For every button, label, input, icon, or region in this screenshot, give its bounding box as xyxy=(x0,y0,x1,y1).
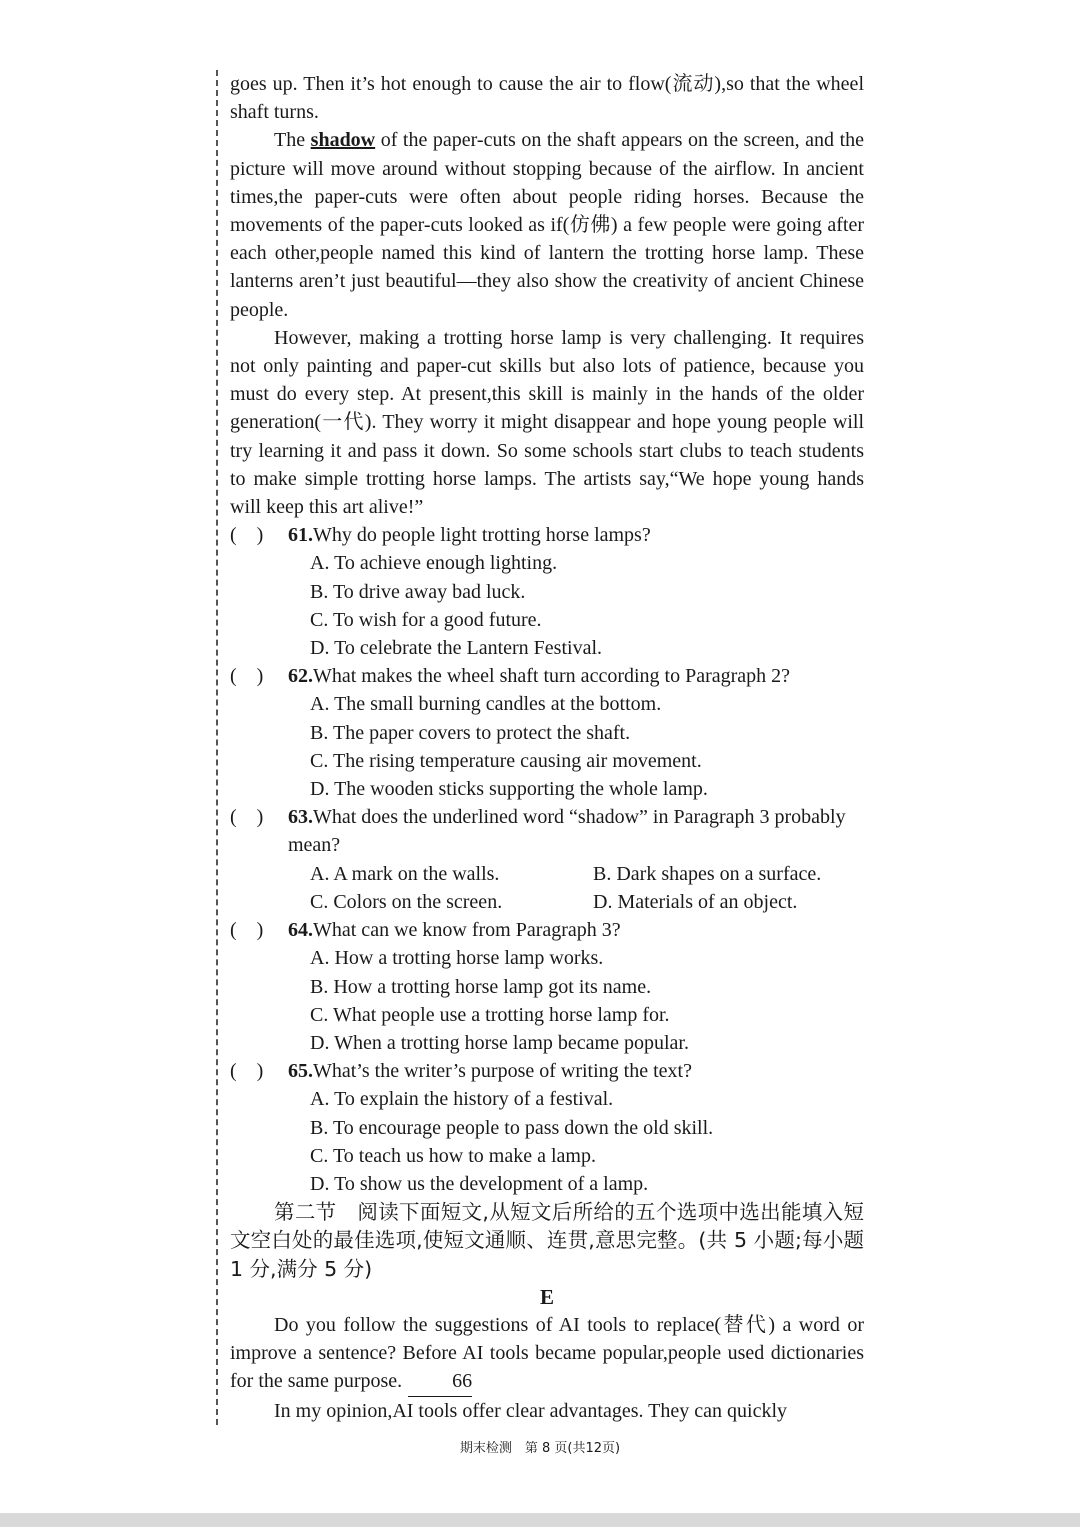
passage-e-paragraph-2: In my opinion,AI tools offer clear advantages. They can quickly xyxy=(274,1399,787,1422)
question-stem: What makes the wheel shaft turn according to Paragraph 2? xyxy=(313,665,791,688)
option-d: D. When a trotting horse lamp became popular. xyxy=(310,1031,689,1054)
answer-bracket[interactable]: ( ) xyxy=(230,665,264,688)
underlined-word-shadow: shadow xyxy=(310,129,376,152)
option-d: D. Materials of an object. xyxy=(593,890,798,913)
question-62 xyxy=(230,662,864,803)
option-d: D. The wooden sticks supporting the whole lamp. xyxy=(310,778,708,801)
binding-margin-line xyxy=(216,70,218,1425)
option-c: C. Colors on the screen. xyxy=(310,890,503,913)
section-2-instructions: 第二节 阅读下面短文,从短文后所给的五个选项中选出能填入短文空白处的最佳选项,使短文通顺、连贯,意思完整。(共 5 小题;每小题 1 分,满分 5 分) xyxy=(230,1200,864,1281)
option-d: D. To show us the development of a lamp. xyxy=(310,1172,649,1195)
option-c: C. To wish for a good future. xyxy=(310,608,542,631)
passage-e-label: E xyxy=(539,1284,554,1309)
passage-paragraph-c: However, making a trotting horse lamp is very challenging. It requires not only painting and paper-cut skills but also lots of patience, because you must do every step. At present,this skill is mainly in the hands of the older generation(一代). They worry it might disappear and hope young people will try learning it and pass it down. So some schools start clubs to teach students to make simple trotting horse lamps. The artists say,“We hope young hands will keep this art alive!” xyxy=(230,326,864,519)
option-c: C. To teach us how to make a lamp. xyxy=(310,1144,596,1167)
blank-66[interactable]: 66 xyxy=(408,1367,472,1396)
option-a: A. The small burning candles at the bottom. xyxy=(310,693,662,716)
answer-bracket[interactable]: ( ) xyxy=(230,919,264,942)
answer-bracket[interactable]: ( ) xyxy=(230,524,264,547)
question-64 xyxy=(230,916,864,1057)
option-d: D. To celebrate the Lantern Festival. xyxy=(310,637,603,660)
passage-e-text: Do you follow the suggestions of AI tools to replace(替代) a word or improve a sentence? Before AI tools became popular,people used dictionaries for the same purpose. xyxy=(230,1313,864,1393)
question-stem: What does the underlined word “shadow” in Paragraph 3 probably mean? xyxy=(288,806,846,857)
option-b: B. To drive away bad luck. xyxy=(310,580,526,603)
option-a: A. A mark on the walls. xyxy=(310,862,500,885)
paragraph-b-start: The xyxy=(274,129,311,152)
page-footer: 期末检测 第 8 页(共12页) xyxy=(459,1441,621,1456)
question-number: 61. xyxy=(288,524,313,547)
passage-paragraph-b xyxy=(230,126,864,323)
scan-bottom-edge xyxy=(0,1513,1080,1527)
question-61 xyxy=(230,521,864,662)
answer-bracket[interactable]: ( ) xyxy=(230,1060,264,1083)
option-c: C. The rising temperature causing air movement. xyxy=(310,749,702,772)
option-b: B. The paper covers to protect the shaft. xyxy=(310,721,631,744)
option-b: B. How a trotting horse lamp got its name. xyxy=(310,975,652,998)
option-a: A. To explain the history of a festival. xyxy=(310,1088,614,1111)
option-a: A. To achieve enough lighting. xyxy=(310,552,558,575)
question-65 xyxy=(230,1057,864,1198)
question-number: 63. xyxy=(288,806,313,829)
passage-paragraph-a: goes up. Then it’s hot enough to cause the air to flow(流动),so that the wheel shaft turns. xyxy=(230,73,864,124)
question-number: 62. xyxy=(288,665,313,688)
question-stem: Why do people light trotting horse lamps? xyxy=(313,524,651,547)
option-b: B. To encourage people to pass down the old skill. xyxy=(310,1116,714,1139)
question-stem: What’s the writer’s purpose of writing the text? xyxy=(313,1060,692,1083)
option-a: A. How a trotting horse lamp works. xyxy=(310,947,604,970)
page-content xyxy=(230,70,864,1425)
question-number: 64. xyxy=(288,919,313,942)
option-c: C. What people use a trotting horse lamp for. xyxy=(310,1003,670,1026)
passage-e-paragraph-1 xyxy=(230,1311,864,1397)
answer-bracket[interactable]: ( ) xyxy=(230,806,264,829)
question-number: 65. xyxy=(288,1060,313,1083)
paragraph-b-rest: of the paper-cuts on the shaft appears on the screen, and the picture will move around without stopping because of the airflow. In ancient times,the paper-cuts were often about people riding horses. Because the movements of the paper-cuts looked as if(仿佛) a few people were going after each other,people named this kind of lantern the trotting horse lamp. These lanterns aren’t just beautiful—they also show the creativity of ancient Chinese people. xyxy=(230,129,865,321)
question-63 xyxy=(230,803,864,916)
question-stem: What can we know from Paragraph 3? xyxy=(313,919,621,942)
option-b: B. Dark shapes on a surface. xyxy=(593,862,822,885)
